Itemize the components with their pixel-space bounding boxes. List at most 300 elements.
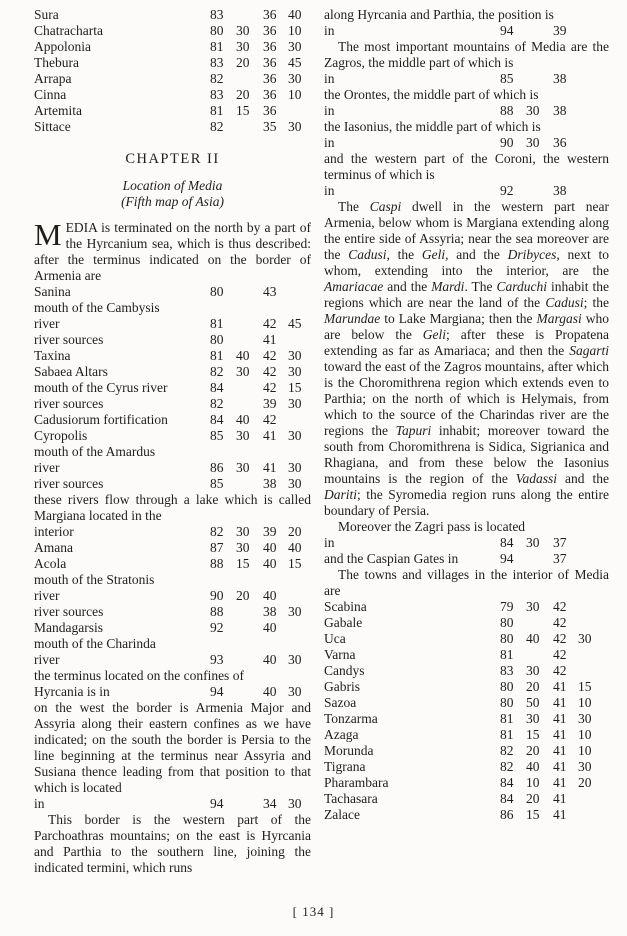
latitude-degrees: 42: [553, 663, 567, 678]
longitude-degrees: 84: [210, 380, 224, 395]
place-name: mouth of the Cyrus river: [34, 380, 168, 395]
latitude-minutes: 30: [578, 631, 592, 646]
longitude-degrees: 88: [210, 604, 224, 619]
longitude-minutes: 30: [236, 23, 250, 38]
right-column: [324, 7, 609, 876]
latitude-minutes: 30: [288, 39, 302, 54]
place-name: Varna: [324, 647, 356, 662]
place-name: river: [34, 588, 60, 603]
paragraph: [324, 7, 609, 23]
latitude-degrees: 36: [553, 135, 567, 150]
longitude-degrees: 84: [500, 535, 514, 550]
place-name: Pharambara: [324, 775, 389, 790]
longitude-minutes: 30: [236, 39, 250, 54]
paragraph: [324, 519, 609, 535]
latitude-degrees: 39: [263, 396, 277, 411]
coord-row: [324, 775, 609, 791]
latitude-degrees: 38: [263, 604, 277, 619]
place-name: Tigrana: [324, 759, 366, 774]
longitude-minutes: 40: [236, 348, 250, 363]
italic-place-name: Marundae: [324, 311, 381, 326]
coord-row: [34, 316, 311, 332]
latitude-degrees: 42: [263, 412, 277, 427]
longitude-minutes: 30: [526, 103, 540, 118]
latitude-degrees: 37: [553, 551, 567, 566]
place-name: and the Caspian Gates in: [324, 551, 459, 566]
latitude-minutes: 10: [578, 727, 592, 742]
coord-row: [34, 476, 311, 492]
latitude-minutes: 10: [578, 743, 592, 758]
latitude-minutes: 40: [288, 7, 302, 22]
paragraph: [324, 199, 609, 519]
place-name: in: [324, 183, 335, 198]
longitude-degrees: 86: [210, 460, 224, 475]
coord-row: [34, 396, 311, 412]
coord-row: [34, 23, 311, 39]
text-run: the terminus located on the confines of: [34, 668, 244, 683]
coord-row: [324, 743, 609, 759]
latitude-degrees: 38: [553, 71, 567, 86]
latitude-degrees: 36: [263, 55, 277, 70]
place-name: Chatracharta: [34, 23, 103, 38]
latitude-minutes: 30: [288, 684, 302, 699]
latitude-degrees: 41: [263, 332, 277, 347]
coord-row: [34, 364, 311, 380]
text-run: and the: [383, 279, 432, 294]
place-name-label: mouth of the Cambysis: [34, 300, 160, 315]
coord-row: [34, 7, 311, 23]
longitude-degrees: 92: [210, 620, 224, 635]
page-number: [ 134 ]: [292, 904, 335, 919]
longitude-degrees: 87: [210, 540, 224, 555]
longitude-minutes: 50: [526, 695, 540, 710]
coord-row: [324, 103, 609, 119]
coord-row: [34, 652, 311, 668]
longitude-degrees: 81: [210, 348, 224, 363]
latitude-minutes: 30: [288, 604, 302, 619]
coord-row: [34, 796, 311, 812]
latitude-minutes: 30: [578, 711, 592, 726]
longitude-minutes: 20: [236, 55, 250, 70]
text-run: these rivers flow through a lake which is called Margiana located in the: [34, 492, 311, 523]
latitude-degrees: 41: [263, 428, 277, 443]
longitude-minutes: 30: [236, 460, 250, 475]
longitude-minutes: 40: [526, 631, 540, 646]
latitude-minutes: 15: [288, 556, 302, 571]
latitude-minutes: 30: [288, 119, 302, 134]
place-name: river sources: [34, 476, 104, 491]
coord-row: [34, 71, 311, 87]
latitude-degrees: 36: [263, 39, 277, 54]
text-run: toward the east of the Zagros mountains, after which is the Choromithrena region which extends even to Parthia; on the north of which is Helymais, from which to the source of the Charindas river are the regions the: [324, 359, 609, 438]
italic-place-name: Tapuri: [395, 423, 432, 438]
longitude-degrees: 81: [210, 103, 224, 118]
place-name: Mandagarsis: [34, 620, 103, 635]
longitude-degrees: 81: [500, 727, 514, 742]
text-run: along Hyrcania and Parthia, the position is: [324, 7, 554, 22]
latitude-minutes: 10: [578, 695, 592, 710]
text-run: This border is the western part of the Parchoathras mountains; on the east is Hyrcania and Parthia to the southern line, joining the indicated termini, which runs: [34, 812, 311, 875]
latitude-minutes: 20: [578, 775, 592, 790]
longitude-minutes: 20: [236, 87, 250, 102]
longitude-degrees: 80: [500, 695, 514, 710]
place-name: Candys: [324, 663, 365, 678]
place-name: Sazoa: [324, 695, 357, 710]
coord-row: [34, 684, 311, 700]
latitude-degrees: 36: [263, 87, 277, 102]
longitude-degrees: 80: [210, 284, 224, 299]
subtitle-line: (Fifth map of Asia): [121, 193, 224, 209]
place-name: Gabris: [324, 679, 360, 694]
latitude-degrees: 38: [553, 103, 567, 118]
coord-row: [324, 535, 609, 551]
italic-place-name: Geli: [422, 327, 447, 342]
longitude-minutes: 15: [526, 727, 540, 742]
longitude-degrees: 83: [210, 87, 224, 102]
latitude-degrees: 42: [263, 364, 277, 379]
italic-place-name: Sagarti: [569, 343, 609, 358]
place-name: Hyrcania is in: [34, 684, 110, 699]
latitude-degrees: 42: [553, 599, 567, 614]
italic-place-name: Geli: [421, 247, 446, 262]
longitude-degrees: 82: [500, 759, 514, 774]
latitude-degrees: 42: [553, 615, 567, 630]
place-name: in: [34, 796, 45, 811]
longitude-minutes: 15: [236, 103, 250, 118]
coord-row: [34, 332, 311, 348]
text-run: ; the Syromedia region runs along the entire boundary of Persia.: [324, 487, 609, 518]
longitude-degrees: 94: [500, 551, 514, 566]
coord-row: [324, 599, 609, 615]
latitude-minutes: 30: [288, 428, 302, 443]
text-run: ; after these is Propatena extending as far as Amariaca; and then the: [324, 327, 610, 358]
latitude-degrees: 41: [553, 679, 567, 694]
latitude-degrees: 39: [263, 524, 277, 539]
chapter-heading: CHAPTER II: [125, 151, 220, 167]
text-run: Moreover the Zagri pass is located: [338, 519, 526, 534]
coord-row: [34, 524, 311, 540]
latitude-minutes: 20: [288, 524, 302, 539]
italic-place-name: Dribyces: [507, 247, 557, 262]
latitude-degrees: 40: [263, 556, 277, 571]
longitude-degrees: 93: [210, 652, 224, 667]
latitude-degrees: 40: [263, 540, 277, 555]
latitude-degrees: 42: [263, 316, 277, 331]
latitude-minutes: 45: [288, 55, 302, 70]
text-run: and the western part of the Coroni, the western terminus of which is: [324, 151, 609, 182]
place-name: river: [34, 460, 60, 475]
place-name: in: [324, 71, 335, 86]
longitude-minutes: 20: [526, 679, 540, 694]
latitude-minutes: 30: [288, 796, 302, 811]
place-name: Zalace: [324, 807, 360, 822]
left-column: [34, 7, 311, 876]
latitude-degrees: 43: [263, 284, 277, 299]
longitude-degrees: 94: [500, 23, 514, 38]
latitude-minutes: 30: [288, 348, 302, 363]
place-name: Morunda: [324, 743, 374, 758]
text-run: inhabit; moreover toward the south from Choromithrena is Sidica, Sigrianica and Rhagiana, and from these below the Iasonius mountains is the region of the: [324, 423, 609, 486]
coord-row: [34, 620, 311, 636]
latitude-degrees: 42: [263, 348, 277, 363]
place-name: in: [324, 135, 335, 150]
place-name: Cinna: [34, 87, 67, 102]
latitude-degrees: 41: [553, 775, 567, 790]
place-name: in: [324, 535, 335, 550]
text-run: who are below the: [324, 311, 609, 342]
latitude-minutes: 10: [288, 87, 302, 102]
latitude-degrees: 36: [263, 71, 277, 86]
place-name: Uca: [324, 631, 346, 646]
longitude-degrees: 82: [500, 743, 514, 758]
latitude-degrees: 36: [263, 7, 277, 22]
longitude-degrees: 80: [500, 679, 514, 694]
longitude-degrees: 94: [210, 796, 224, 811]
coord-row: [324, 695, 609, 711]
longitude-degrees: 86: [500, 807, 514, 822]
longitude-minutes: 30: [526, 663, 540, 678]
latitude-degrees: 41: [553, 727, 567, 742]
longitude-minutes: 30: [526, 535, 540, 550]
coord-row: [34, 55, 311, 71]
coord-row: [34, 588, 311, 604]
coord-row: [324, 631, 609, 647]
longitude-minutes: 30: [236, 428, 250, 443]
place-name: river sources: [34, 396, 104, 411]
coord-row: [34, 380, 311, 396]
place-name-label: mouth of the Charinda: [34, 636, 156, 651]
place-name: river: [34, 316, 60, 331]
text-run: , the: [386, 247, 422, 262]
paragraph: [34, 700, 311, 796]
longitude-degrees: 94: [210, 684, 224, 699]
chapter-subtitle: [34, 178, 311, 209]
longitude-minutes: 30: [236, 540, 250, 555]
place-name: Azaga: [324, 727, 359, 742]
coord-row: [324, 807, 609, 823]
longitude-degrees: 85: [210, 476, 224, 491]
text-run: on the west the border is Armenia Major and Assyria along their eastern confines as we have indicated; on the south the border is Persia to the line beginning at the terminus near Assyria and Susiana thence leading from that position to that which is located: [34, 700, 311, 795]
place-name: river sources: [34, 332, 104, 347]
longitude-degrees: 88: [210, 556, 224, 571]
place-name: Sittace: [34, 119, 71, 134]
longitude-degrees: 81: [210, 39, 224, 54]
place-name: Cadusiorum fortification: [34, 412, 168, 427]
latitude-degrees: 42: [553, 647, 567, 662]
latitude-degrees: 41: [553, 807, 567, 822]
longitude-degrees: 85: [210, 428, 224, 443]
latitude-degrees: 40: [263, 588, 277, 603]
coord-row: [34, 119, 311, 135]
longitude-minutes: 15: [526, 807, 540, 822]
italic-place-name: Caspi: [369, 199, 402, 214]
longitude-minutes: 30: [236, 524, 250, 539]
paragraph: [324, 151, 609, 183]
longitude-degrees: 83: [210, 55, 224, 70]
coord-row: [324, 663, 609, 679]
text-run: inhabit the regions which are near the land of the: [324, 279, 609, 310]
longitude-minutes: 20: [236, 588, 250, 603]
place-name-label: mouth of the Stratonis: [34, 572, 155, 587]
longitude-minutes: 30: [526, 599, 540, 614]
latitude-minutes: 15: [578, 679, 592, 694]
text-run: The towns and villages in the interior of Media are: [324, 567, 609, 598]
paragraph: [34, 812, 311, 876]
coord-row: [324, 679, 609, 695]
place-name: Tachasara: [324, 791, 378, 806]
longitude-degrees: 80: [500, 615, 514, 630]
latitude-minutes: 30: [578, 759, 592, 774]
paragraph: [324, 87, 609, 103]
coord-row: [34, 412, 311, 428]
text-run: , and the: [445, 247, 508, 262]
place-name: Sabaea Altars: [34, 364, 108, 379]
text-run: to Lake Margiana; then the: [380, 311, 537, 326]
latitude-minutes: 30: [288, 460, 302, 475]
longitude-degrees: 81: [500, 647, 514, 662]
place-name: Gabale: [324, 615, 363, 630]
longitude-degrees: 84: [210, 412, 224, 427]
longitude-degrees: 82: [210, 71, 224, 86]
longitude-minutes: 15: [236, 556, 250, 571]
text-run: the Orontes, the middle part of which is: [324, 87, 539, 102]
longitude-degrees: 83: [500, 663, 514, 678]
latitude-minutes: 40: [288, 540, 302, 555]
italic-place-name: Cadusi: [545, 295, 584, 310]
place-name: Taxina: [34, 348, 71, 363]
coord-row: [34, 348, 311, 364]
place-name: Amana: [34, 540, 73, 555]
longitude-degrees: 80: [210, 23, 224, 38]
coord-row: [324, 647, 609, 663]
latitude-degrees: 41: [553, 791, 567, 806]
latitude-minutes: 30: [288, 396, 302, 411]
place-name: Acola: [34, 556, 67, 571]
text-run: EDIA is terminated on the north by a part of the Hyrcanium sea, which is thus described: after the terminus indicated on the border of Armenia are: [34, 220, 311, 283]
latitude-minutes: 30: [288, 652, 302, 667]
latitude-minutes: 30: [288, 364, 302, 379]
italic-place-name: Mardi: [431, 279, 465, 294]
latitude-degrees: 38: [263, 476, 277, 491]
coord-row: [34, 460, 311, 476]
coord-row: [34, 556, 311, 572]
coord-row: [34, 39, 311, 55]
latitude-minutes: 15: [288, 380, 302, 395]
longitude-minutes: 40: [526, 759, 540, 774]
place-name: Sura: [34, 7, 59, 22]
latitude-degrees: 42: [263, 380, 277, 395]
longitude-degrees: 83: [210, 7, 224, 22]
longitude-degrees: 81: [210, 316, 224, 331]
coord-row: [324, 727, 609, 743]
paragraph: [324, 39, 609, 71]
longitude-minutes: 30: [526, 711, 540, 726]
italic-place-name: Dariti: [324, 487, 358, 502]
longitude-degrees: 82: [210, 119, 224, 134]
longitude-minutes: 20: [526, 791, 540, 806]
text-run: The most important mountains of Media are the Zagros, the middle part of which is: [324, 39, 609, 70]
coord-row: [34, 540, 311, 556]
paragraph: [34, 492, 311, 524]
text-run: the Iasonius, the middle part of which is: [324, 119, 541, 134]
latitude-minutes: 30: [288, 476, 302, 491]
longitude-degrees: 82: [210, 364, 224, 379]
latitude-degrees: 41: [553, 695, 567, 710]
text-run: dwell in the western part near Armenia, below whom is Margiana extending along the entire side of Assyria; near the sea moreover are the: [324, 199, 609, 262]
coord-row: [324, 711, 609, 727]
italic-place-name: Vadassi: [515, 471, 558, 486]
latitude-degrees: 40: [263, 652, 277, 667]
place-name: Tonzarma: [324, 711, 378, 726]
place-name: in: [324, 103, 335, 118]
coord-row: [324, 183, 609, 199]
latitude-degrees: 34: [263, 796, 277, 811]
longitude-degrees: 90: [210, 588, 224, 603]
coord-row: [34, 428, 311, 444]
longitude-minutes: 20: [526, 743, 540, 758]
coord-row: [324, 71, 609, 87]
longitude-degrees: 80: [210, 332, 224, 347]
drop-cap: M: [34, 217, 62, 252]
latitude-degrees: 41: [263, 460, 277, 475]
longitude-degrees: 92: [500, 183, 514, 198]
latitude-degrees: 38: [553, 183, 567, 198]
subtitle-line: Location of Media: [122, 178, 223, 193]
longitude-degrees: 85: [500, 71, 514, 86]
place-name: Thebura: [34, 55, 79, 70]
place-name: Artemita: [34, 103, 82, 118]
latitude-degrees: 35: [263, 119, 277, 134]
coord-row: [34, 604, 311, 620]
text-run: , next to whom, extending into the interior, are the: [324, 247, 609, 278]
longitude-minutes: 30: [236, 364, 250, 379]
paragraph: [324, 119, 609, 135]
latitude-degrees: 41: [553, 759, 567, 774]
longitude-degrees: 82: [210, 396, 224, 411]
place-name: river: [34, 652, 60, 667]
opening-paragraph: [34, 217, 311, 284]
longitude-minutes: 30: [526, 135, 540, 150]
place-name: Arrapa: [34, 71, 72, 86]
longitude-degrees: 79: [500, 599, 514, 614]
place-name-label: mouth of the Amardus: [34, 444, 156, 459]
longitude-minutes: 10: [526, 775, 540, 790]
coord-row: [34, 87, 311, 103]
latitude-degrees: 41: [553, 743, 567, 758]
latitude-degrees: 36: [263, 103, 277, 118]
text-run: ; the: [583, 295, 609, 310]
place-name: Cyropolis: [34, 428, 88, 443]
coord-row: [324, 759, 609, 775]
latitude-degrees: 41: [553, 711, 567, 726]
longitude-degrees: 80: [500, 631, 514, 646]
text-run: . The: [464, 279, 497, 294]
paragraph: [34, 668, 311, 684]
place-name: interior: [34, 524, 74, 539]
longitude-degrees: 81: [500, 711, 514, 726]
coord-row: [324, 135, 609, 151]
text-run: The: [338, 199, 370, 214]
coord-row: [34, 284, 311, 300]
latitude-minutes: 30: [288, 71, 302, 86]
latitude-degrees: 36: [263, 23, 277, 38]
text-run: and the: [557, 471, 609, 486]
italic-place-name: Margasi: [536, 311, 582, 326]
coord-row: [324, 551, 609, 567]
coord-row: [324, 791, 609, 807]
latitude-degrees: 40: [263, 684, 277, 699]
latitude-minutes: 10: [288, 23, 302, 38]
